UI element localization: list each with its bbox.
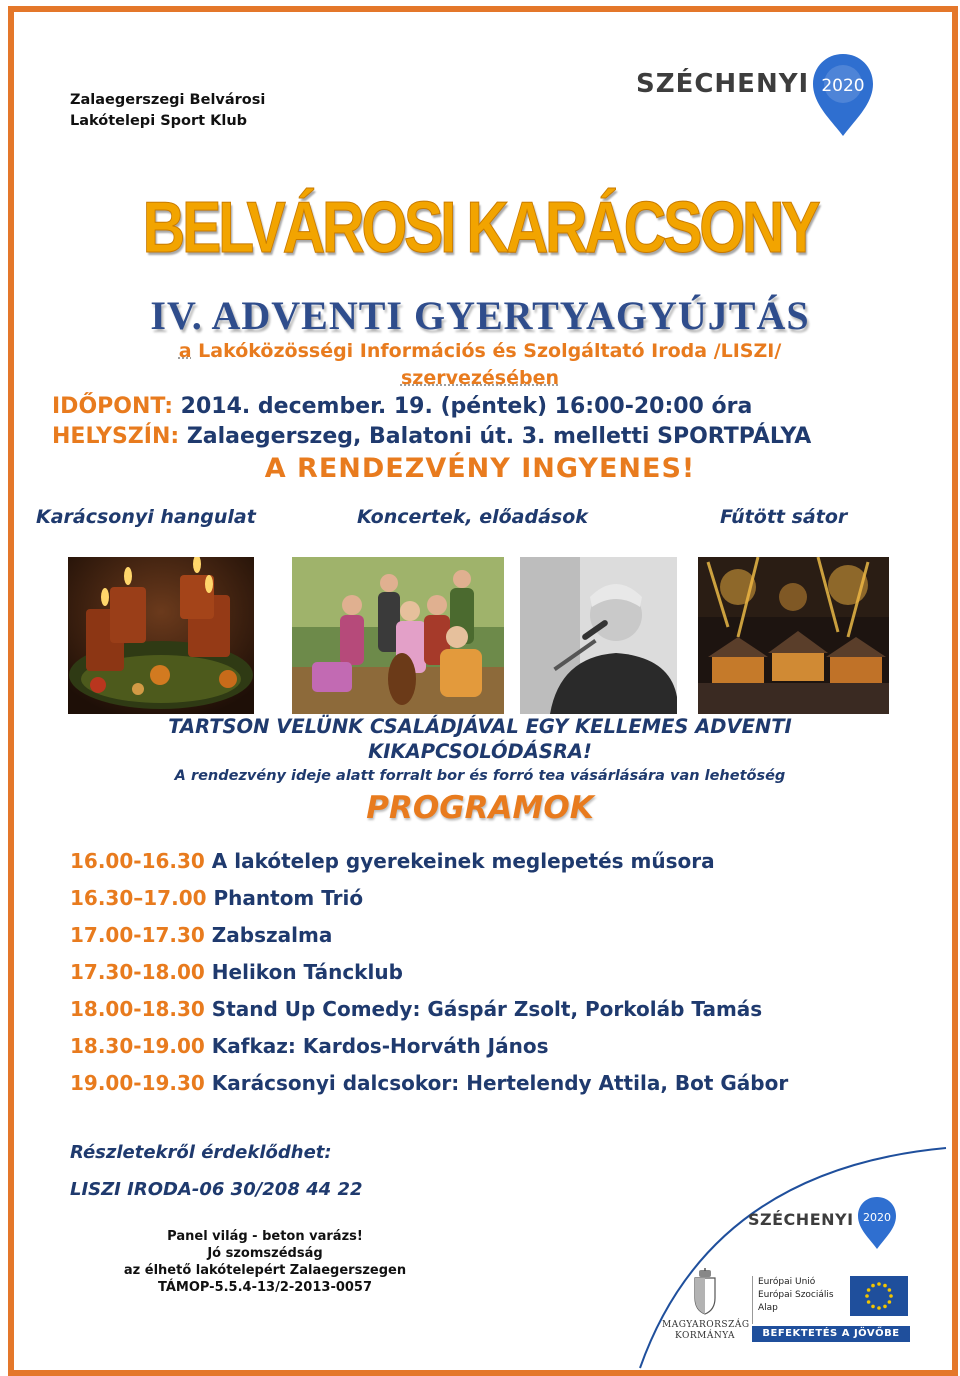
- eu-slogan: BEFEKTETÉS A JÖVŐBE: [752, 1326, 910, 1342]
- szechenyi-wordmark-small: SZÉCHENYI: [748, 1210, 854, 1229]
- program-title: A lakótelep gyerekeinek meglepetés műsora: [211, 849, 715, 873]
- project-line-3: az élhető lakótelepért Zalaegerszegen: [123, 1263, 407, 1278]
- program-item: [70, 1065, 788, 1102]
- program-item: [70, 1028, 788, 1065]
- program-title: Phantom Trió: [213, 886, 364, 910]
- drinks-note: A rendezvény ideje alatt forralt bor és forró tea vásárlására van lehetőség: [174, 768, 786, 784]
- organizer-line-2: Lakótelepi Sport Klub: [70, 113, 248, 129]
- program-item: [70, 954, 788, 991]
- szechenyi-logo-bottom: [748, 1195, 898, 1251]
- organizer-suffix: szervezésében: [400, 367, 560, 389]
- coat-of-arms-icon: [690, 1268, 720, 1316]
- eu-line-1: Európai Unió: [758, 1277, 816, 1287]
- program-time: 19.00-19.30: [70, 1071, 205, 1095]
- program-time: 16.00-16.30: [70, 849, 205, 873]
- tagline-line-2: KIKAPCSOLÓDÁSRA!: [368, 740, 592, 763]
- contact-phone: LISZI IRODA-06 30/208 44 22: [70, 1179, 363, 1200]
- program-title: Helikon Táncklub: [211, 960, 403, 984]
- event-subtitle: IV. ADVENTI GYERTYAGYÚJTÁS: [150, 293, 810, 338]
- organizer-prefix: a: [178, 340, 192, 362]
- contact-label: Részletekről érdeklődhet:: [70, 1142, 332, 1163]
- government-line-2: KORMÁNYA: [675, 1331, 735, 1341]
- program-time: 16.30–17.00: [70, 886, 207, 910]
- project-line-2: Jó szomszédság: [207, 1246, 323, 1261]
- program-title: Kafkaz: Kardos-Horváth János: [211, 1034, 549, 1058]
- szechenyi-logo-top: [636, 52, 875, 138]
- program-item: [70, 917, 788, 954]
- eu-logo: [752, 1276, 910, 1342]
- program-title: Zabszalma: [211, 923, 333, 947]
- event-title: BELVÁROSI KARÁCSONY: [142, 188, 818, 268]
- eu-line-2: Európai Szociális: [758, 1290, 834, 1300]
- feature-heated-tent: Fűtött sátor: [720, 506, 848, 528]
- program-title: Stand Up Comedy: Gáspár Zsolt, Porkoláb Tamás: [211, 997, 763, 1021]
- logo-year-text: 2020: [821, 76, 865, 96]
- time-label: IDŐPONT:: [52, 394, 173, 419]
- event-info: [52, 392, 811, 452]
- free-entry: A RENDEZVÉNY INGYENES!: [264, 453, 696, 484]
- program-time: 17.30-18.00: [70, 960, 205, 984]
- program-item: [70, 843, 788, 880]
- project-line-1: Panel világ - beton varázs!: [167, 1229, 363, 1244]
- tagline-line-1: TARTSON VELÜNK CSALÁDJÁVAL EGY KELLEMES ADVENTI: [168, 715, 792, 738]
- feature-christmas-mood: Karácsonyi hangulat: [36, 506, 256, 528]
- government-logo: [662, 1268, 748, 1342]
- programs-title: PROGRAMOK: [366, 790, 594, 826]
- szechenyi-wordmark: SZÉCHENYI: [636, 69, 810, 99]
- christmas-market-photo: [698, 557, 889, 714]
- eu-flag-icon: [850, 1276, 908, 1316]
- logo-year-small-text: 2020: [862, 1211, 891, 1224]
- program-time: 18.30-19.00: [70, 1034, 205, 1058]
- time-value: 2014. december. 19. (péntek) 16:00-20:00 óra: [180, 394, 753, 419]
- program-item: [70, 991, 788, 1028]
- project-info: [110, 1228, 420, 1296]
- program-title: Karácsonyi dalcsokor: Hertelendy Attila, Bot Gábor: [211, 1071, 789, 1095]
- place-value: Zalaegerszeg, Balatoni út. 3. melletti SPORTPÁLYA: [186, 424, 812, 449]
- program-time: 17.00-17.30: [70, 923, 205, 947]
- place-label: HELYSZÍN:: [52, 424, 180, 449]
- government-line-1: MAGYARORSZÁG: [662, 1320, 750, 1330]
- program-item: [70, 880, 788, 917]
- organizer-line-1: Zalaegerszegi Belvárosi: [70, 92, 266, 108]
- singer-photo: [520, 557, 677, 714]
- location-pin-icon: [811, 52, 875, 138]
- organizer-office: Lakóközösségi Információs és Szolgáltató Iroda /LISZI/: [198, 340, 782, 362]
- program-time: 18.00-18.30: [70, 997, 205, 1021]
- location-pin-small-icon: [856, 1195, 898, 1251]
- tagline: [0, 714, 960, 764]
- organizer-line: [0, 338, 960, 392]
- organizer-name: [70, 90, 265, 132]
- eu-line-3: Alap: [758, 1303, 778, 1313]
- project-line-4: TÁMOP-5.5.4-13/2-2013-0057: [157, 1280, 373, 1295]
- band-photo: [292, 557, 504, 714]
- feature-concerts: Koncertek, előadások: [357, 506, 588, 528]
- program-list: [70, 843, 788, 1102]
- candles-photo: [68, 557, 254, 714]
